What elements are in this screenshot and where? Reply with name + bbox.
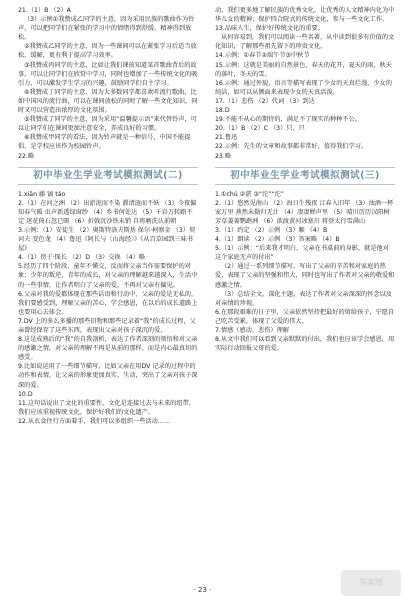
answer-line: ②我赞成乙同学的主意，因为一些课间可以在紧张学习后适当放松，缓解，更有利于提高学习效率。 bbox=[18, 43, 197, 60]
answer-line: 17.（1）悲伤 （2）代词 （3）到达 bbox=[215, 97, 315, 105]
answer-line: 13.品味人生，保护好传统文化的重要。 bbox=[215, 25, 324, 33]
answer-line: 21.鲁迅 bbox=[215, 134, 238, 142]
answer-line: ⑥我赞成甲同学的看法，因为铃声就是一种信号，中国不能提倡，是学校应该作为校园铃声。 bbox=[18, 134, 191, 151]
answer-line: 2.（1）悠然见南山 （2）海日生残夜 江春入旧年 （3）浊酒一杯家万里 燕然未勒归无计 （4）凄凄蝉声里 （5）晴川历历汉阳树 芳草萋萋鹦鹉洲 （6）欲渡黄河冰塞川 将登太行雪满山 bbox=[215, 199, 394, 225]
answer-line: 6.在那段艰难的日子里，父亲依然坚持把最好的留给孩子，宁愿自己吃苦受累，体现了父爱的伟大。 bbox=[215, 308, 395, 325]
page-number: · 23 · bbox=[193, 586, 212, 594]
answer-line: 15.示例：这就是美丽的自然景色，春天的花开，夏天的雨，秋天的落叶，冬天的雪。 bbox=[215, 61, 392, 78]
answer-line: 16.示例：通过外貌、语言等描写表现了少女的天真烂漫、少女的纯洁，如可以从侧面来表现少女的天真活泼。 bbox=[215, 79, 392, 96]
answer-line: 4.（1）傍于·探长 （2）D （3）交换 （4）略 bbox=[18, 254, 146, 262]
answer-line: 8.从文中我们可以看到父亲默默的付出，我们也应该学会感恩，用实际行动回报父母的爱。 bbox=[215, 336, 395, 353]
left-column bbox=[18, 6, 198, 576]
answer-line: 14.示例：①春节②端午节③中秋节 bbox=[215, 52, 310, 60]
answer-line: ⑤我赞成了同学的主意，因为采用“温馨提示语”来代替铃声，可以让同学们在课间更加注意安全，养成良好的习惯。 bbox=[18, 116, 197, 133]
answer-line: 8.这是成熟后的“我”的自我剖析，表达了作者深刻的领悟和对父亲的感激之情，对父亲的理解不再是从前的那样，而是内心最真切的感受。 bbox=[18, 336, 198, 362]
section-title: 初中毕业生学业考试模拟测试(二) bbox=[18, 167, 198, 185]
answer-line: 4.（1）朗读 （2）示例 （3）答案略 （4）B bbox=[215, 236, 340, 244]
answer-line: 22.示例：先生的文章和故事都非常好，值得我们学习。 bbox=[215, 143, 368, 151]
answer-line: 22.略 bbox=[18, 152, 35, 160]
answer-line: 11.这句话说出了文化的重要性，文化是连接过去与未来的纽带，我们应该重视传统文化，保护好我们的文化遗产。 bbox=[18, 399, 195, 416]
page bbox=[18, 6, 396, 586]
watermark-logo: 答案圈 bbox=[341, 570, 401, 596]
answer-line: 7.情感（感动、悲伤）理解 bbox=[215, 327, 289, 334]
answer-line: 1.xiān 藤 镐 táo bbox=[18, 190, 66, 198]
answer-line: 5.（1）示例：“后来我才明白，父亲在书桌前的身影，就是他对这个家庭无声的付出” bbox=[215, 245, 389, 262]
answer-line: 5.经历了四个阶段，童年不懂交，反而将父亲当作需要保护的对象；少年的叛逆，青年的成长，对父亲的理解越来越深入，生活中的一些事情，让作者明白了父亲的爱，不再对父亲有偏见。 bbox=[18, 263, 198, 289]
right-column bbox=[215, 6, 395, 576]
answer-line: （3）总结全文，深化主题，表达了作者对父亲深深的怀念以及对亲情的珍视。 bbox=[215, 290, 392, 307]
answer-line: 6.父亲对我的爱都体现在那些话语和行动中，父亲的爱是无私的，我们要感受到，理解父亲的苦心，学会感恩，在以后的成长道路上也要用心去体会。 bbox=[18, 290, 198, 316]
answer-line: 10.D bbox=[18, 390, 33, 398]
answer-line: ④我赞成丁同学的主意，因为大多数同学都喜欢听流行歌曲，比如中国风的流行曲，可以在课间放松的同时了解一些文化知识，同时又可以营造出浓厚的文化氛围。 bbox=[18, 88, 198, 115]
answer-line: 9.比如说运用了一些细节描写，比如父亲在用DV 记录的过程中的动作和表情，让父亲的形象更加真实、生动，突出了父亲对孩子深深的爱。 bbox=[18, 363, 198, 389]
answer-line: （3）示例①我赞成乙同学的主意，因为采用民族的歌曲作为铃声，可以把同学们在紧张的学习中的情绪得到舒缓，精神得到放松。 bbox=[18, 16, 195, 42]
answer-line: 23.略 bbox=[215, 152, 232, 160]
answer-line: （2）通过一系列细节描写，写出了父亲的辛苦和对家庭的热爱，表现了父亲的坚强和伟大，同时也写出了作者对父亲的敬爱和感激之情。 bbox=[215, 263, 395, 289]
answer-line: 20.（1）B （2）C （3）只、只 bbox=[215, 125, 305, 133]
answer-line: ③我赞成丙同学的主意，比如让我们课前知道某首歌曲背后的故事，可以让同学们在欣赏中学习，同时也增加了一些传统文化的吸引力，可以激发学生学习的兴趣，鼓励同学们自主学习。 bbox=[18, 61, 198, 87]
answer-line: 12.从衣食住行方面着手，我们可以多组织一些活动…… bbox=[18, 417, 171, 425]
answer-line: 2.（1）在河之洲 （2）出淤泥而不染 濯清涟而不妖 （3）今夜偏知春气暖 虫声新透绿窗纱 （4）乡书何处达 （5）千岩万转路不定 迷花倚石忽已暝 （6）折戟沉沙铁未销 自将磨洗认前朝 bbox=[18, 199, 197, 225]
answer-line: 动，我们更多地了解民族的优秀文化，让优秀的人文精神内化为中华儿女的精神；保护四合院式的传统文化，参与一些文化工作。 bbox=[215, 7, 395, 24]
answer-line: 从何容易到，我们可以阅读一些名著，从中读到很多有价值的文化知识，了解那些祖先留下的珍贵文化。 bbox=[215, 34, 395, 51]
answer-line: 18.D bbox=[215, 107, 230, 115]
answer-line: 7.DV 上的多么多播的那些旧物和那些记录着“我”的成长过程，父亲曾经保存了这些东西，表现出父亲对孩子深沉的爱。 bbox=[18, 317, 196, 334]
answer-line: 1.①chú ②湛 ③“沱”“沱” bbox=[215, 190, 285, 198]
answer-line: 3.示例：（1）安徒生 （2）奥斯特洛夫斯基 保尔·柯察金 （3）契诃夫 变色龙 （4）鲁迅《阿长与〈山海经〉》《从百草园到三味书屋》 bbox=[18, 226, 196, 253]
answer-line: 3.（1）约定 （2）示例 （3）顺 （4）B bbox=[215, 226, 328, 234]
section-title: 初中毕业生学业考试模拟测试(三) bbox=[215, 167, 395, 185]
answer-line: 21.（1）B （2）A bbox=[18, 7, 71, 14]
answer-line: 19.不能不从心的期待的，满足不了现实的种种不公。 bbox=[215, 116, 361, 124]
